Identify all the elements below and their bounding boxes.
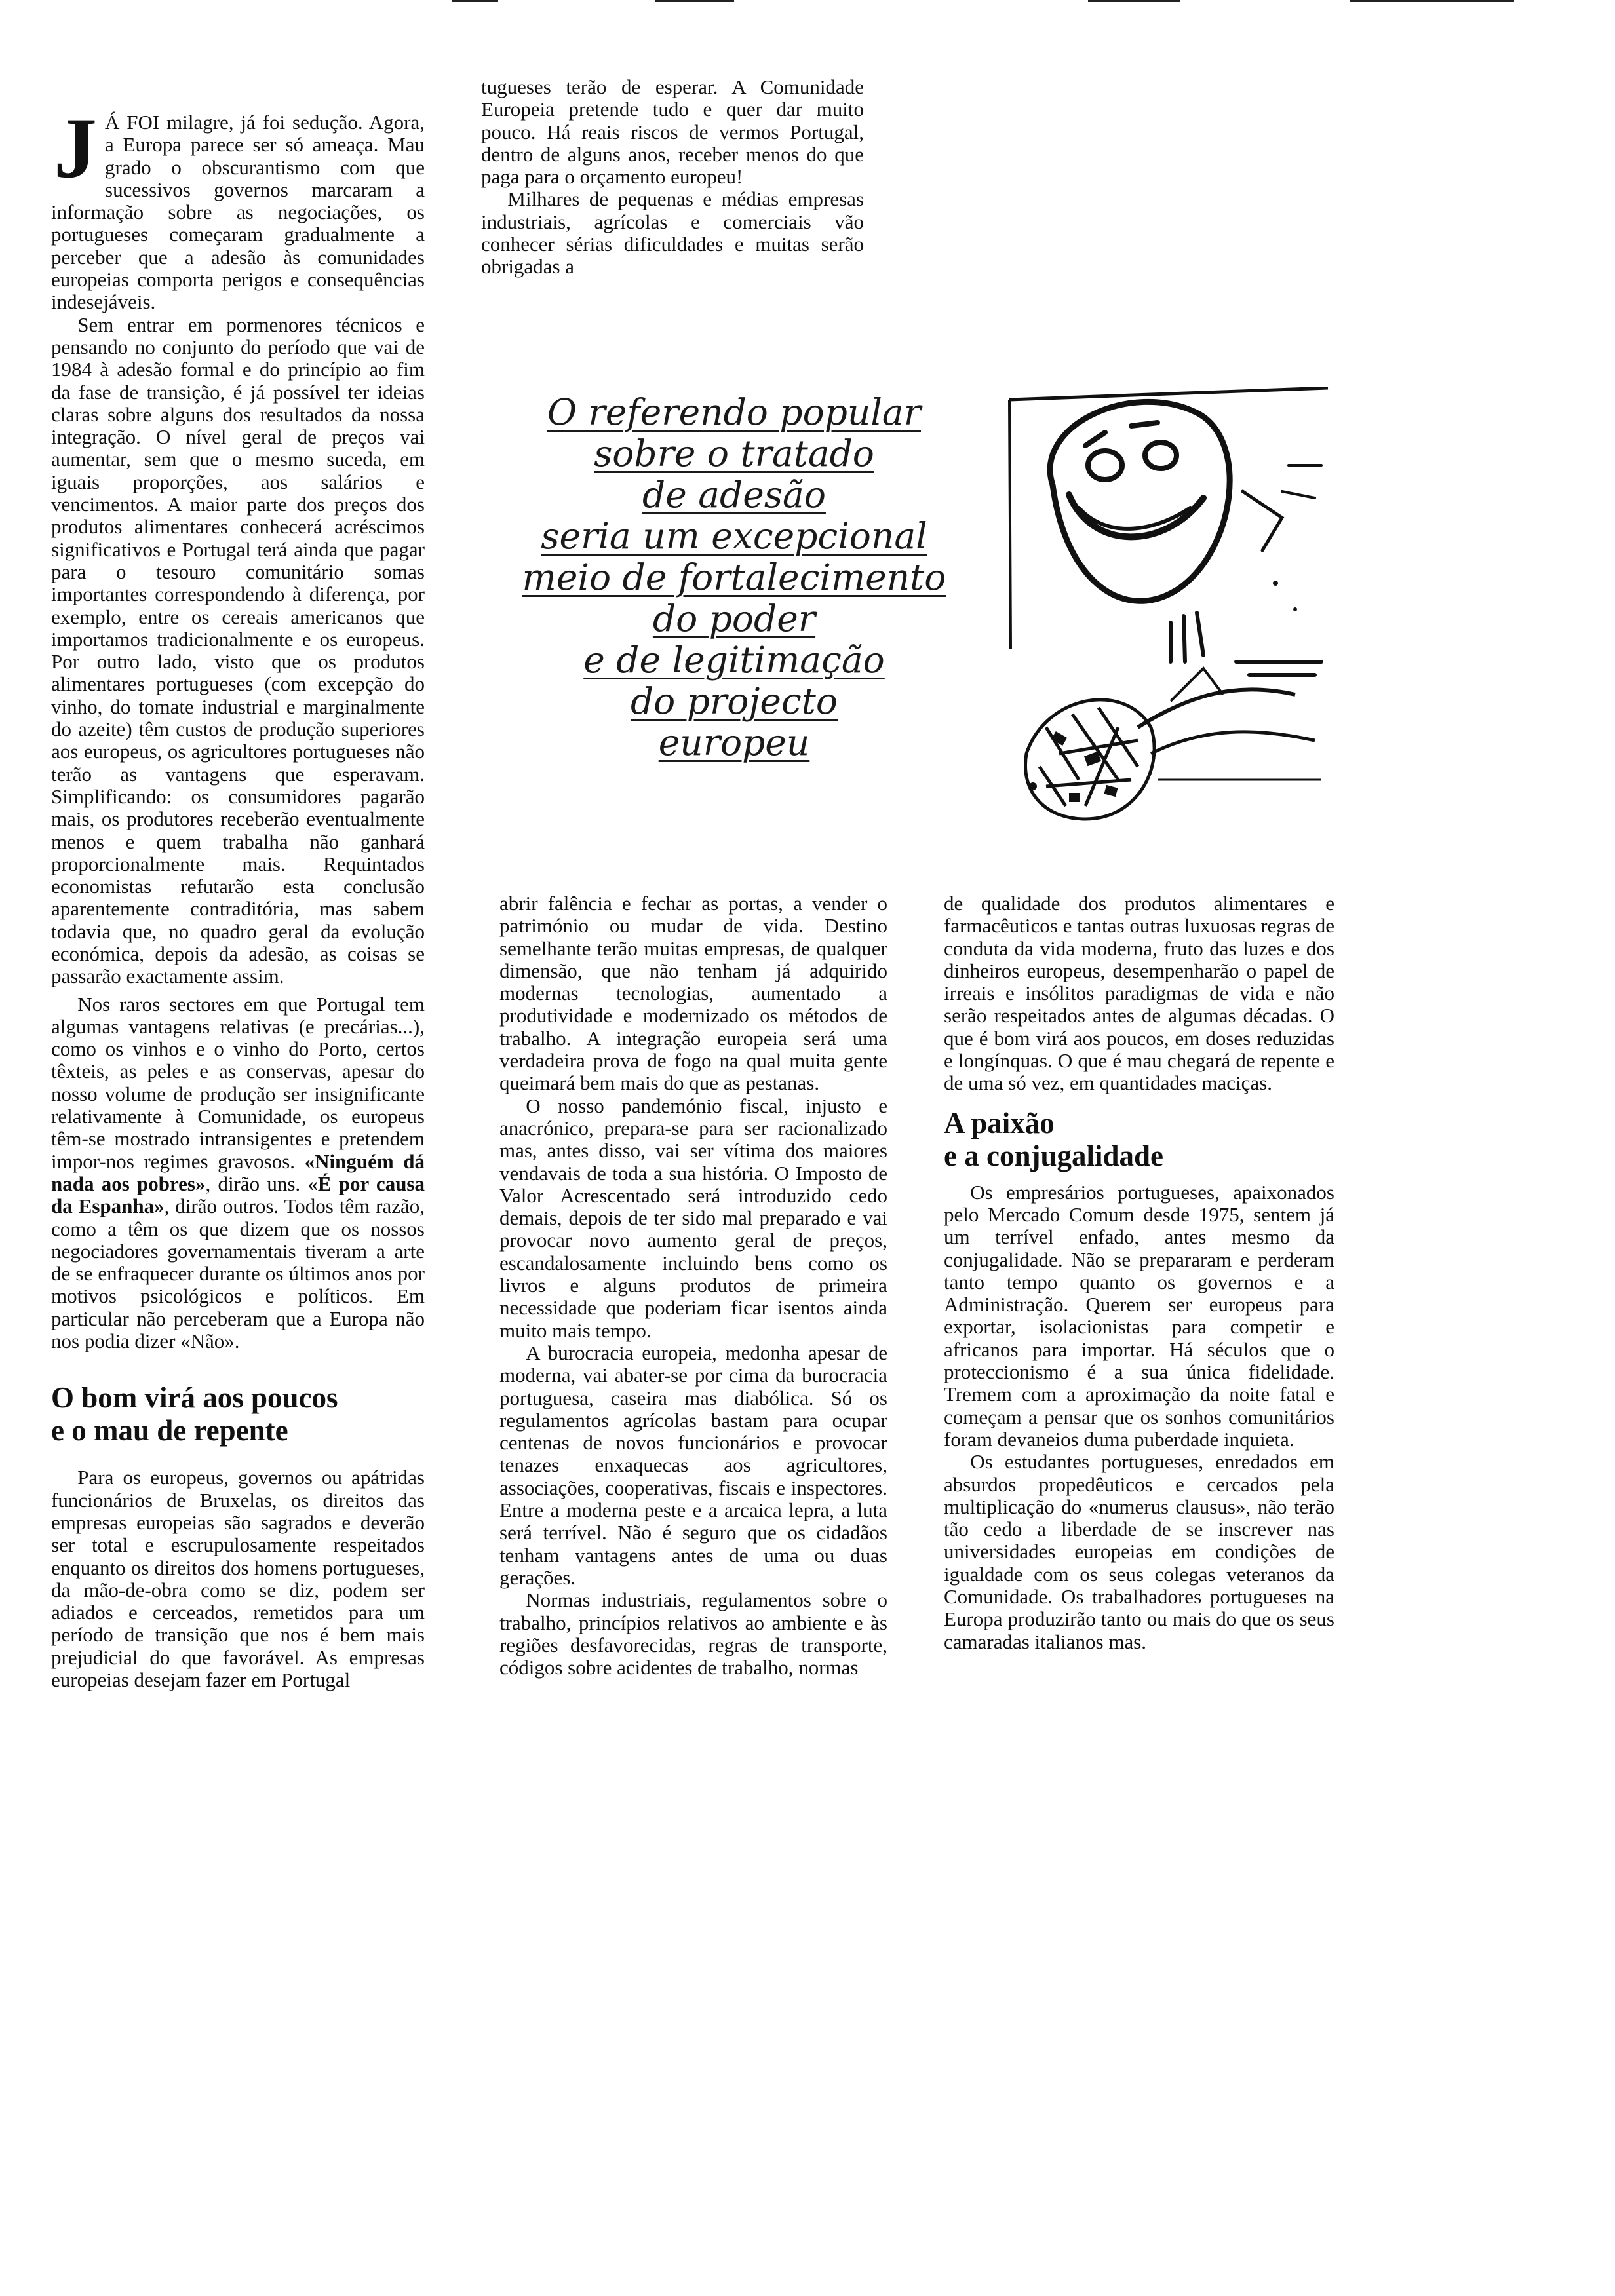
- heading-line: A paixão: [944, 1106, 1055, 1139]
- paragraph: [51, 100, 425, 314]
- paragraph: Os estudantes portugueses, enredados em absurdos propedêuticos e cercados pela multiplicação do «numerus clausus», não terão tão cedo a liberdade de se inscrever nas universidades europeias em condições de igualdade com os seus colegas veteranos da Comunidade. Os trabalhadores portugueses na Europa produzirão tanto ou mais do que os seus camaradas italianos mas.: [944, 1450, 1334, 1653]
- pull-quote-line: do poder: [652, 598, 816, 640]
- pull-quote-line: do projecto: [630, 680, 838, 722]
- top-rule-right: [1088, 0, 1180, 2]
- paragraph-text: Á FOI milagre, já foi sedução. Agora, a Europa parece ser só ameaça. Mau grado o obscurantismo com que sucessivos governos marcaram a informação sobre as negociações, os portugueses começaram gradualmente a perceber que a adesão às comunidades europeias comporta perigos e consequências indesejáveis.: [51, 111, 425, 314]
- pull-quote-line: sobre o tratado: [594, 432, 874, 474]
- paragraph: tugueses terão de esperar. A Comunidade Europeia pretende tudo e quer dar muito pouco. Há reais riscos de vermos Portugal, dentro de alguns anos, receber menos do que paga para o orçamento europeu!: [481, 75, 864, 189]
- quote-bold: «Ninguém dá nada aos pobres»: [51, 1149, 425, 1195]
- paragraph: Para os europeus, governos ou apátridas funcionários de Bruxelas, os direitos das empresas europeias são sagrados e deverão ser total e escrupulosamente respeitados enquanto os direitos dos homens portugueses, da mão-de-obra como se diz, podem ser adiados e cerceados, remetidos para um período de transição que nos é bem mais prejudicial do que favorável. As empresas europeias desejam fazer em Portugal: [51, 1466, 425, 1691]
- paragraph: Normas industriais, regulamentos sobre o trabalho, princípios relativos ao ambiente e às regiões desfavorecidas, regras de transporte, códigos sobre acidentes de trabalho, normas: [499, 1588, 887, 1679]
- paragraph-text: , dirão uns.: [205, 1172, 308, 1195]
- paragraph: O nosso pandemónio fiscal, injusto e anacrónico, prepara-se para ser racionalizado mas, antes disso, vai ser vítima dos maiores vendavais de toda a sua história. O Imposto de Valor Acrescentado será introduzido cedo demais, depois de ter sido mal preparado e vai provocar novo aumento geral de preços, escandalosamente incluindo bens como os livros e alguns produtos de primeira necessidade que poderiam ficar isentos ainda muito mais tempo.: [499, 1094, 887, 1342]
- paragraph: Sem entrar em pormenores técnicos e pensando no conjunto do período que vai de 1984 à adesão formal e do princípio ao fim da fase de transição, é já possível ter ideias claras sobre alguns dos resultados da nossa integração. O nível geral de preços vai aumentar, sem que o mesmo suceda, em iguais proporções, aos salários e vencimentos. A maior parte dos preços dos produtos alimentares conhecerá acréscimos significativos e Portugal terá ainda que pagar para o tesouro comunitário somas importantes correspondendo à diferença, por exemplo, entre os cereais americanos que importamos tradicionalmente e os europeus. Por outro lado, visto que os produtos alimentares portugueses (com excepção do vinho, do tomate industrial e marginalmente do azeite) têm custos de produção superiores aos europeus, os agricultores portugueses não terão as vantagens que esperavam. Simplificando: os consumidores pagarão mais, os produtores receberão eventualmente menos e quem trabalha não ganhará proporcionalmente mais. Requintados economistas refutarão esta conclusão aparentemente contraditória, mas sabem todavia que, no quadro geral da evolução económica, depois da adesão, as coisas se passarão exactamente assim.: [51, 313, 425, 988]
- top-rule-far-right: [1350, 0, 1514, 2]
- paragraph-text: , dirão outros. Todos têm razão, como a têm os que dizem que os nossos negociadores governamentais tiveram a arte de se enfraquecer durante os últimos anos por motivos psicológicos e políticos. Em particular não perceberam que a Europa não nos podia dizer «Não».: [51, 1195, 425, 1353]
- heading-line: e o mau de repente: [51, 1414, 288, 1447]
- top-rule-mid: [655, 0, 734, 2]
- column-1: [51, 100, 425, 1691]
- column-2-bottom: [499, 892, 887, 1679]
- top-rule-left: [452, 0, 498, 2]
- paragraph: Os empresários portugueses, apaixonados pelo Mercado Comum desde 1975, sentem já um terrível enfado, antes mesmo da conjugalidade. Não se prepararam e perderam tanto tempo quanto os governos e a Administração. Querem ser europeus para exportar, isolacionistas para competir e africanos para importar. Há séculos que o proteccionismo é a sua única fidelidade. Tremem com a aproximação da noite fatal e começam a pensar que os sonhos comunitários foram devaneios duma puberdade inquieta.: [944, 1180, 1334, 1451]
- paragraph-text: Nos raros sectores em que Portugal tem algumas vantagens relativas (e precárias...), como os vinhos e o vinho do Porto, certos têxteis, as peles e as conservas, apesar do nosso volume de produção ser insignificante relativamente à Comunidade, os europeus têm-se mostrado intransigentes e pretendem impor-nos regimes gravosos.: [51, 992, 425, 1173]
- pull-quote: [472, 392, 996, 763]
- paragraph: Milhares de pequenas e médias empresas industriais, agrícolas e comerciais vão conhecer sérias dificuldades e muitas serão obrigadas a: [481, 187, 864, 278]
- paragraph: A burocracia europeia, medonha apesar de moderna, vai abater-se por cima da burocracia portuguesa, caseira mas diabólica. Só os regulamentos agrícolas bastam para ocupar centenas de novos funcionários e provocar tenazes enxaquecas aos agricultores, associações, cooperativas, fiscais e inspectores. Entre a moderna peste e a arcaica lepra, a luta será terrível. Não é seguro que os cidadãos tenham vantagens antes de uma ou duas gerações.: [499, 1341, 887, 1589]
- cartoon-illustration: [1007, 387, 1329, 856]
- pull-quote-line: de adesão: [642, 474, 826, 516]
- paragraph: abrir falência e fechar as portas, a vender o património ou mudar de vida. Destino semelhante terão muitas empresas, de qualquer dimensão, que não tenham já adquirido modernas tecnologias, aumentado a produtividade e modernizado os métodos de trabalho. A integração europeia será uma verdadeira prova de fogo na qual muita gente queimará bem mais do que as pestanas.: [499, 892, 887, 1095]
- column-2-top: [481, 76, 864, 278]
- paragraph: [51, 993, 425, 1353]
- pull-quote-line: O referendo popular: [547, 391, 921, 433]
- heading-line: O bom virá aos poucos: [51, 1381, 338, 1415]
- heading-line: e a conjugalidade: [944, 1139, 1164, 1172]
- pull-quote-line: meio de fortalecimento: [522, 556, 946, 598]
- cartoon-drawing: [1007, 387, 1329, 856]
- section-heading: [944, 1107, 1334, 1172]
- paragraph: de qualidade dos produtos alimentares e farmacêuticos e tantas outras luxuosas regras de conduta da vida moderna, fruto das luzes e dos dinheiros europeus, desempenharão o papel de irreais e insólitos paradigmas de vida e não serão respeitados antes de algumas décadas. O que é bom virá aos poucos, em doses reduzidas e longínquas. O que é mau chegará de repente e de uma só vez, em quantidades maciças.: [944, 892, 1334, 1095]
- column-3: [944, 892, 1334, 1653]
- section-heading: [51, 1381, 425, 1447]
- quote-bold: «É por causa da Espanha»: [51, 1172, 425, 1218]
- drop-cap: J: [54, 100, 97, 196]
- pull-quote-line: e de legitimação: [583, 639, 885, 681]
- pull-quote-line: seria um excepcional: [541, 515, 927, 557]
- pull-quote-line: europeu: [658, 721, 810, 763]
